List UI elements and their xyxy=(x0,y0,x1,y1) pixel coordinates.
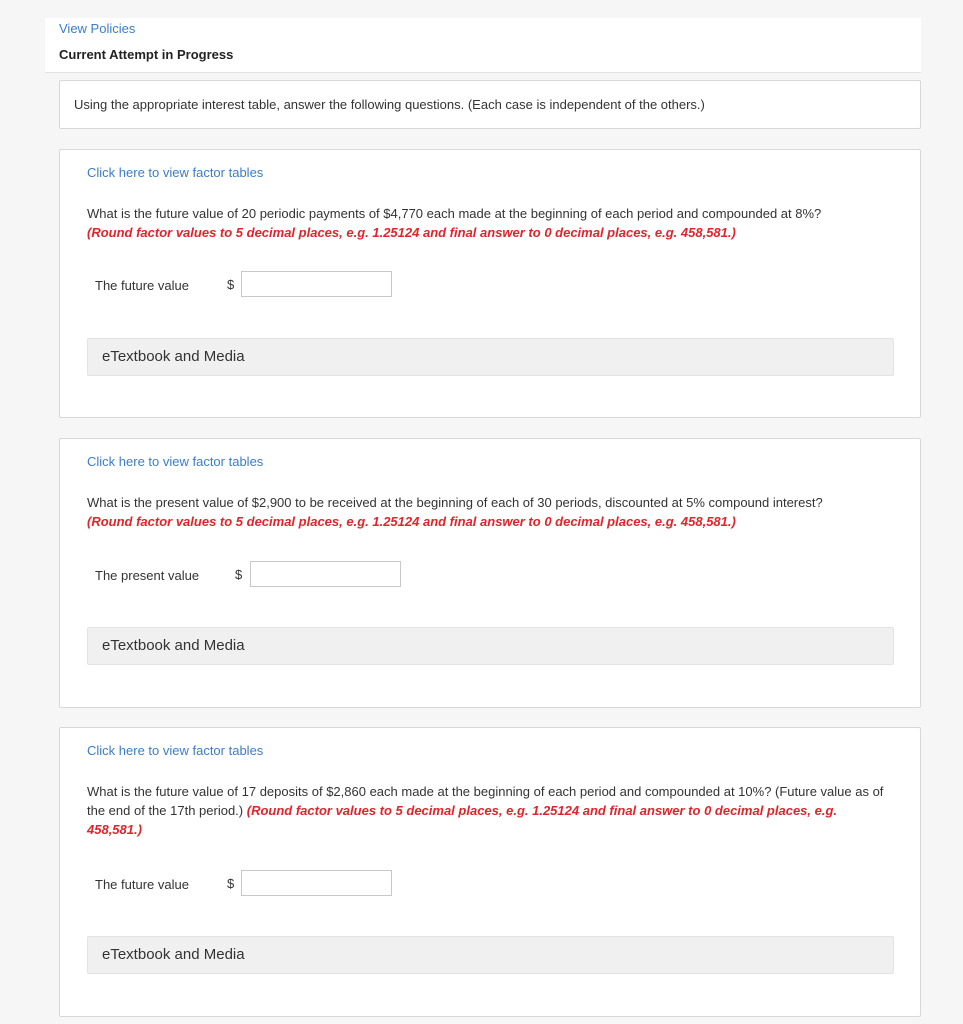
etextbook-media-label: eTextbook and Media xyxy=(102,637,245,654)
answer-label: The future value xyxy=(95,877,189,892)
factor-tables-link[interactable]: Click here to view factor tables xyxy=(87,165,264,180)
dollar-sign: $ xyxy=(227,277,235,292)
rounding-hint: (Round factor values to 5 decimal places, e.g. 1.25124 and final answer to 0 decimal places, e.g. 458,581.) xyxy=(87,225,736,240)
question-text xyxy=(87,493,887,531)
future-value-input[interactable] xyxy=(241,271,392,297)
dollar-sign: $ xyxy=(235,567,243,582)
etextbook-media-label: eTextbook and Media xyxy=(102,348,245,365)
etextbook-media-button[interactable] xyxy=(87,936,894,974)
question-prompt: What is the future value of 20 periodic payments of $4,770 each made at the beginning of each period and compounded at 8%? xyxy=(87,206,822,221)
instructions-text: Using the appropriate interest table, answer the following questions. (Each case is independent of the others.) xyxy=(74,97,705,112)
present-value-input[interactable] xyxy=(250,561,401,587)
rounding-hint: (Round factor values to 5 decimal places, e.g. 1.25124 and final answer to 0 decimal places, e.g. 458,581.) xyxy=(87,803,838,837)
question-case-1 xyxy=(59,149,921,418)
etextbook-media-button[interactable] xyxy=(87,338,894,376)
factor-tables-link[interactable]: Click here to view factor tables xyxy=(87,454,264,469)
question-prompt: What is the future value of 17 deposits of $2,860 each made at the beginning of each period and compounded at 10%? (Future value as of the end of the 17th period.) xyxy=(87,784,884,818)
question-case-3 xyxy=(59,727,921,1017)
etextbook-media-button[interactable] xyxy=(87,627,894,665)
answer-label: The present value xyxy=(95,568,200,583)
future-value-input[interactable] xyxy=(241,870,392,896)
answer-label: The future value xyxy=(95,278,189,293)
question-text xyxy=(87,782,887,839)
question-text xyxy=(87,204,887,242)
etextbook-media-label: eTextbook and Media xyxy=(102,946,245,963)
rounding-hint: (Round factor values to 5 decimal places, e.g. 1.25124 and final answer to 0 decimal places, e.g. 458,581.) xyxy=(87,514,736,529)
dollar-sign: $ xyxy=(227,876,235,891)
question-case-2 xyxy=(59,438,921,708)
view-policies-link[interactable]: View Policies xyxy=(59,21,136,36)
instructions-panel xyxy=(59,80,921,129)
attempt-header xyxy=(45,18,921,73)
question-prompt: What is the present value of $2,900 to be received at the beginning of each of 30 periods, discounted at 5% compound interest? xyxy=(87,495,823,510)
attempt-status: Current Attempt in Progress xyxy=(59,47,234,62)
factor-tables-link[interactable]: Click here to view factor tables xyxy=(87,743,264,758)
